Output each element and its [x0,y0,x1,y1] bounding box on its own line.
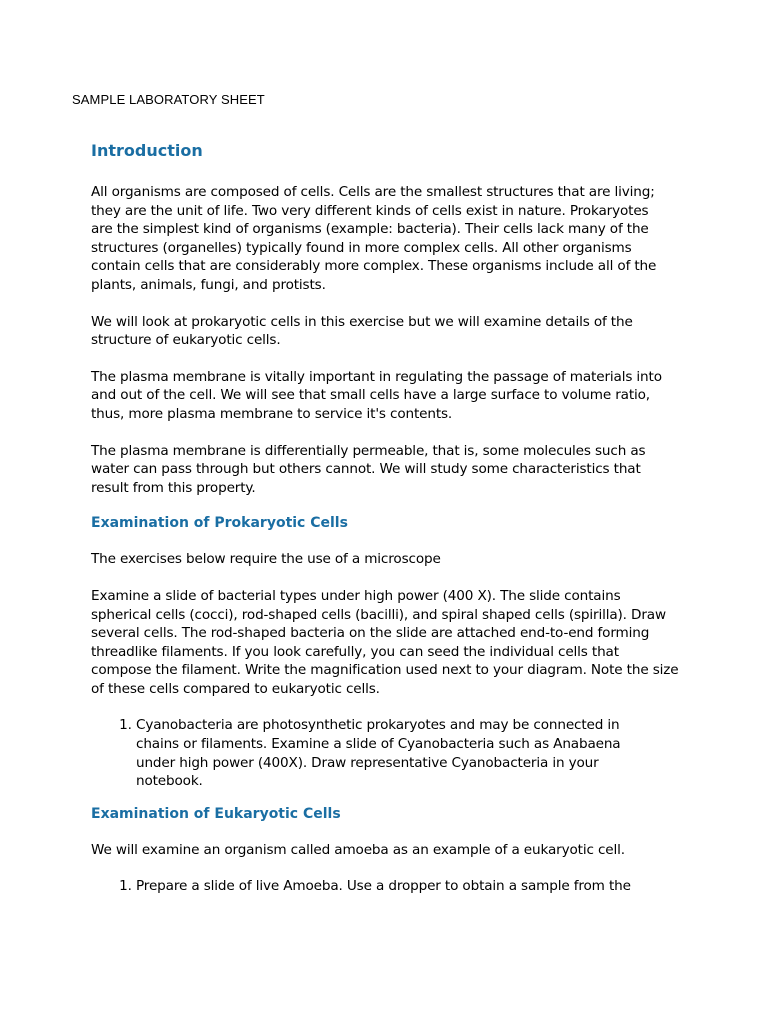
eukaryotic-steps-list [91,877,661,896]
prokaryotic-paragraph-1: The exercises below require the use of a microscope [91,551,441,568]
eukaryotic-step-1: 1. Prepare a slide of live Amoeba. Use a dropper to obtain a sample from the [136,877,661,896]
intro-paragraph-4: The plasma membrane is differentially permeable, that is, some molecules such as water can pass through but others cannot. We will study some characteristics that result from this property. [91,442,646,496]
eukaryotic-paragraph-1: We will examine an organism called amoeba as an example of a eukaryotic cell. [91,841,625,858]
prokaryotic-steps-list [91,716,661,790]
prokaryotic-heading: Examination of Prokaryotic Cells [91,515,348,532]
intro-paragraph-3: The plasma membrane is vitally important in regulating the passage of materials into and out of the cell. We will see that small cells have a large surface to volume ratio, thus, more plasma membrane to service it's contents. [91,368,662,422]
eukaryotic-heading: Examination of Eukaryotic Cells [91,805,341,822]
prokaryotic-paragraph-2: Examine a slide of bacterial types under high power (400 X). The slide contains spherical cells (cocci), rod-shaped cells (bacilli), and spiral shaped cells (spirilla). Draw several cells. The rod-shaped bacteria on the slide are attached end-to-end forming threadlike filaments. If you look carefully, you can seed the individual cells that compose the filament. Write the magnification used next to your diagram. Note the size of these cells compared to eukaryotic cells. [91,587,679,697]
introduction-heading: Introduction [91,141,203,160]
document-body [91,141,691,896]
intro-paragraph-2: We will look at prokaryotic cells in this exercise but we will examine details of the structure of eukaryotic cells. [91,313,633,349]
document-title: SAMPLE LABORATORY SHEET [72,92,265,107]
prokaryotic-step-1: 1. Cyanobacteria are photosynthetic prokaryotes and may be connected in chains or filaments. Examine a slide of Cyanobacteria such as Anabaena under high power (400X). Draw representative Cyanobacteria in your notebook. [136,716,661,790]
intro-paragraph-1: All organisms are composed of cells. Cells are the smallest structures that are living; they are the unit of life. Two very different kinds of cells exist in nature. Prokaryotes are the simplest kind of organisms (example: bacteria). Their cells lack many of the structures (organelles) typically found in more complex cells. All other organisms contain cells that are considerably more complex. These organisms include all of the plants, animals, fungi, and protists. [91,184,657,293]
